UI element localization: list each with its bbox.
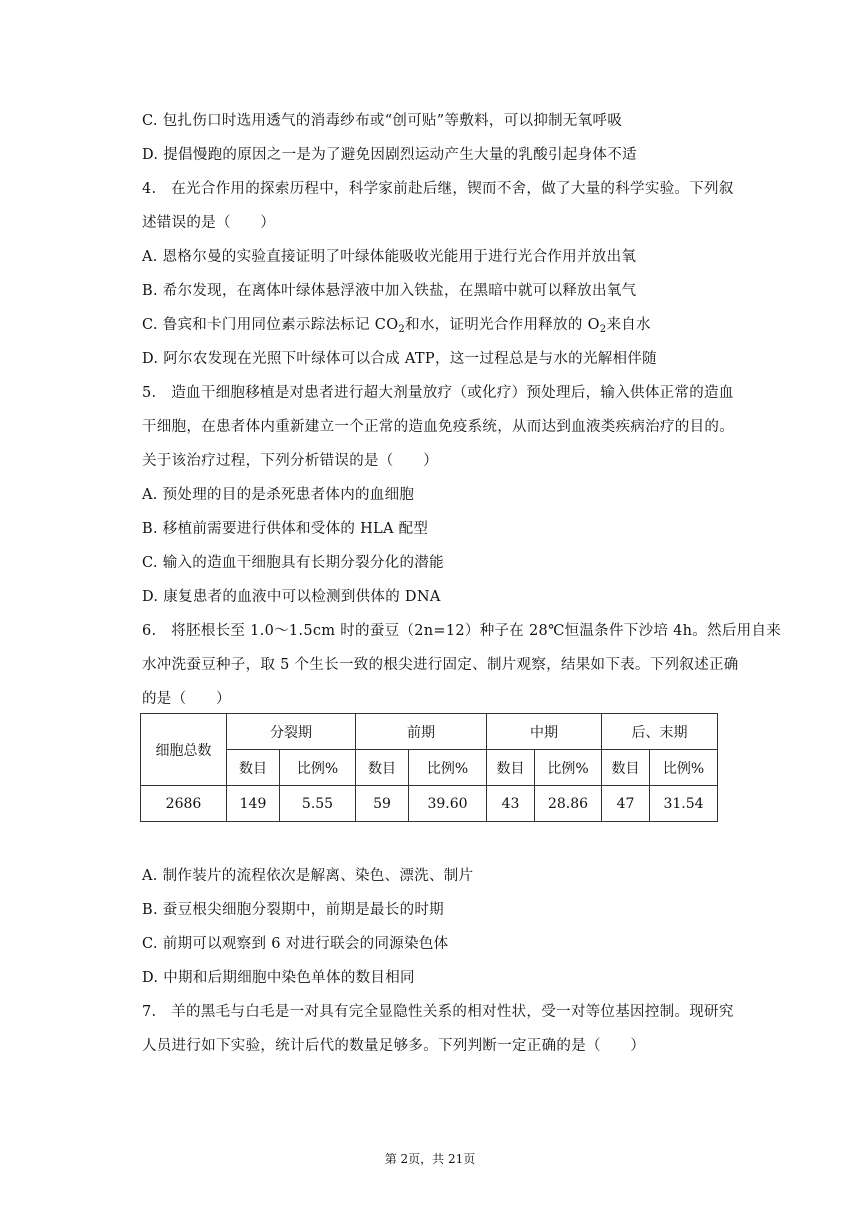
q6-option-c: C. 前期可以观察到 6 对进行联会的同源染色体 — [142, 936, 449, 952]
q5-option-a: A. 预处理的目的是杀死患者体内的血细胞 — [142, 487, 415, 503]
table-cell: 47 — [602, 786, 650, 822]
table-subheader: 比例% — [409, 750, 487, 786]
q4-stem-line2: 述错误的是（ ） — [142, 215, 276, 231]
page-footer: 第 2页，共 21页 — [384, 1152, 476, 1166]
table-header-phase: 中期 — [487, 714, 602, 750]
q7-stem-line1: 7. 羊的黑毛与白毛是一对具有完全显隐性关系的相对性状，受一对等位基因控制。现研究 — [142, 1004, 734, 1020]
table-subheader: 比例% — [535, 750, 602, 786]
table-cell: 149 — [227, 786, 280, 822]
q4-option-a: A. 恩格尔曼的实验直接证明了叶绿体能吸收光能用于进行光合作用并放出氧 — [142, 249, 637, 265]
q4-option-b: B. 希尔发现，在离体叶绿体悬浮液中加入铁盐，在黑暗中就可以释放出氧气 — [142, 283, 637, 299]
q4-option-c-part3: 来自水 — [606, 317, 651, 333]
table-row — [141, 786, 718, 822]
q4-option-c-part2: 和水，证明光合作用释放的 O — [405, 317, 600, 333]
q5-stem-line2: 干细胞，在患者体内重新建立一个正常的造血免疫系统，从而达到血液类疾病治疗的目的。 — [142, 419, 734, 435]
q7-stem-line2: 人员进行如下实验，统计后代的数量足够多。下列判断一定正确的是（ ） — [142, 1038, 646, 1054]
q5-option-d: D. 康复患者的血液中可以检测到供体的 DNA — [142, 589, 441, 605]
q4-stem-line1: 4. 在光合作用的探索历程中，科学家前赴后继，锲而不舍，做了大量的科学实验。下列叙 — [142, 181, 734, 197]
subscript: 2 — [599, 324, 607, 335]
subscript: 2 — [398, 324, 406, 335]
q5-option-b: B. 移植前需要进行供体和受体的 HLA 配型 — [142, 521, 429, 537]
table-subheader: 比例% — [650, 750, 718, 786]
table-subheader: 数目 — [602, 750, 650, 786]
q6-stem-line3: 的是（ ） — [142, 691, 231, 707]
q3-option-c: C. 包扎伤口时选用透气的消毒纱布或“创可贴”等敷料，可以抑制无氧呼吸 — [142, 113, 623, 129]
table-header-phase: 分裂期 — [227, 714, 356, 750]
table-subheader: 数目 — [227, 750, 280, 786]
table-cell: 43 — [487, 786, 535, 822]
table-cell: 31.54 — [650, 786, 718, 822]
q6-stem-line1: 6. 将胚根长至 1.0～1.5cm 时的蚕豆（2n=12）种子在 28℃恒温条件下沙培 4h。然后用自来 — [142, 623, 782, 639]
q5-option-c: C. 输入的造血干细胞具有长期分裂分化的潜能 — [142, 555, 444, 571]
q6-option-a: A. 制作装片的流程依次是解离、染色、漂洗、制片 — [142, 868, 474, 884]
table-cell: 39.60 — [409, 786, 487, 822]
q6-option-d: D. 中期和后期细胞中染色单体的数目相同 — [142, 970, 415, 986]
table-subheader: 数目 — [487, 750, 535, 786]
cell-division-table — [140, 713, 718, 822]
q6-stem-line2: 水冲洗蚕豆种子，取 5 个生长一致的根尖进行固定、制片观察，结果如下表。下列叙述正确 — [142, 657, 739, 673]
table-header-row — [141, 714, 718, 750]
table-header-total: 细胞总数 — [141, 714, 227, 786]
table-cell: 5.55 — [280, 786, 356, 822]
table-cell: 2686 — [141, 786, 227, 822]
q5-stem-line3: 关于该治疗过程，下列分析错误的是（ ） — [142, 453, 438, 469]
table-cell: 59 — [356, 786, 409, 822]
table-subheader-row — [141, 750, 718, 786]
q4-option-d: D. 阿尔农发现在光照下叶绿体可以合成 ATP，这一过程总是与水的光解相伴随 — [142, 351, 657, 367]
table-header-phase: 前期 — [356, 714, 487, 750]
table-header-phase: 后、末期 — [602, 714, 718, 750]
q5-stem-line1: 5. 造血干细胞移植是对患者进行超大剂量放疗（或化疗）预处理后，输入供体正常的造血 — [142, 385, 734, 401]
q4-option-c — [142, 315, 651, 340]
q6-option-b: B. 蚕豆根尖细胞分裂期中，前期是最长的时期 — [142, 902, 444, 918]
table-subheader: 数目 — [356, 750, 409, 786]
table-subheader: 比例% — [280, 750, 356, 786]
table-cell: 28.86 — [535, 786, 602, 822]
q4-option-c-part1: C. 鲁宾和卡门用同位素示踪法标记 CO — [142, 317, 399, 333]
q3-option-d: D. 提倡慢跑的原因之一是为了避免因剧烈运动产生大量的乳酸引起身体不适 — [142, 147, 637, 163]
